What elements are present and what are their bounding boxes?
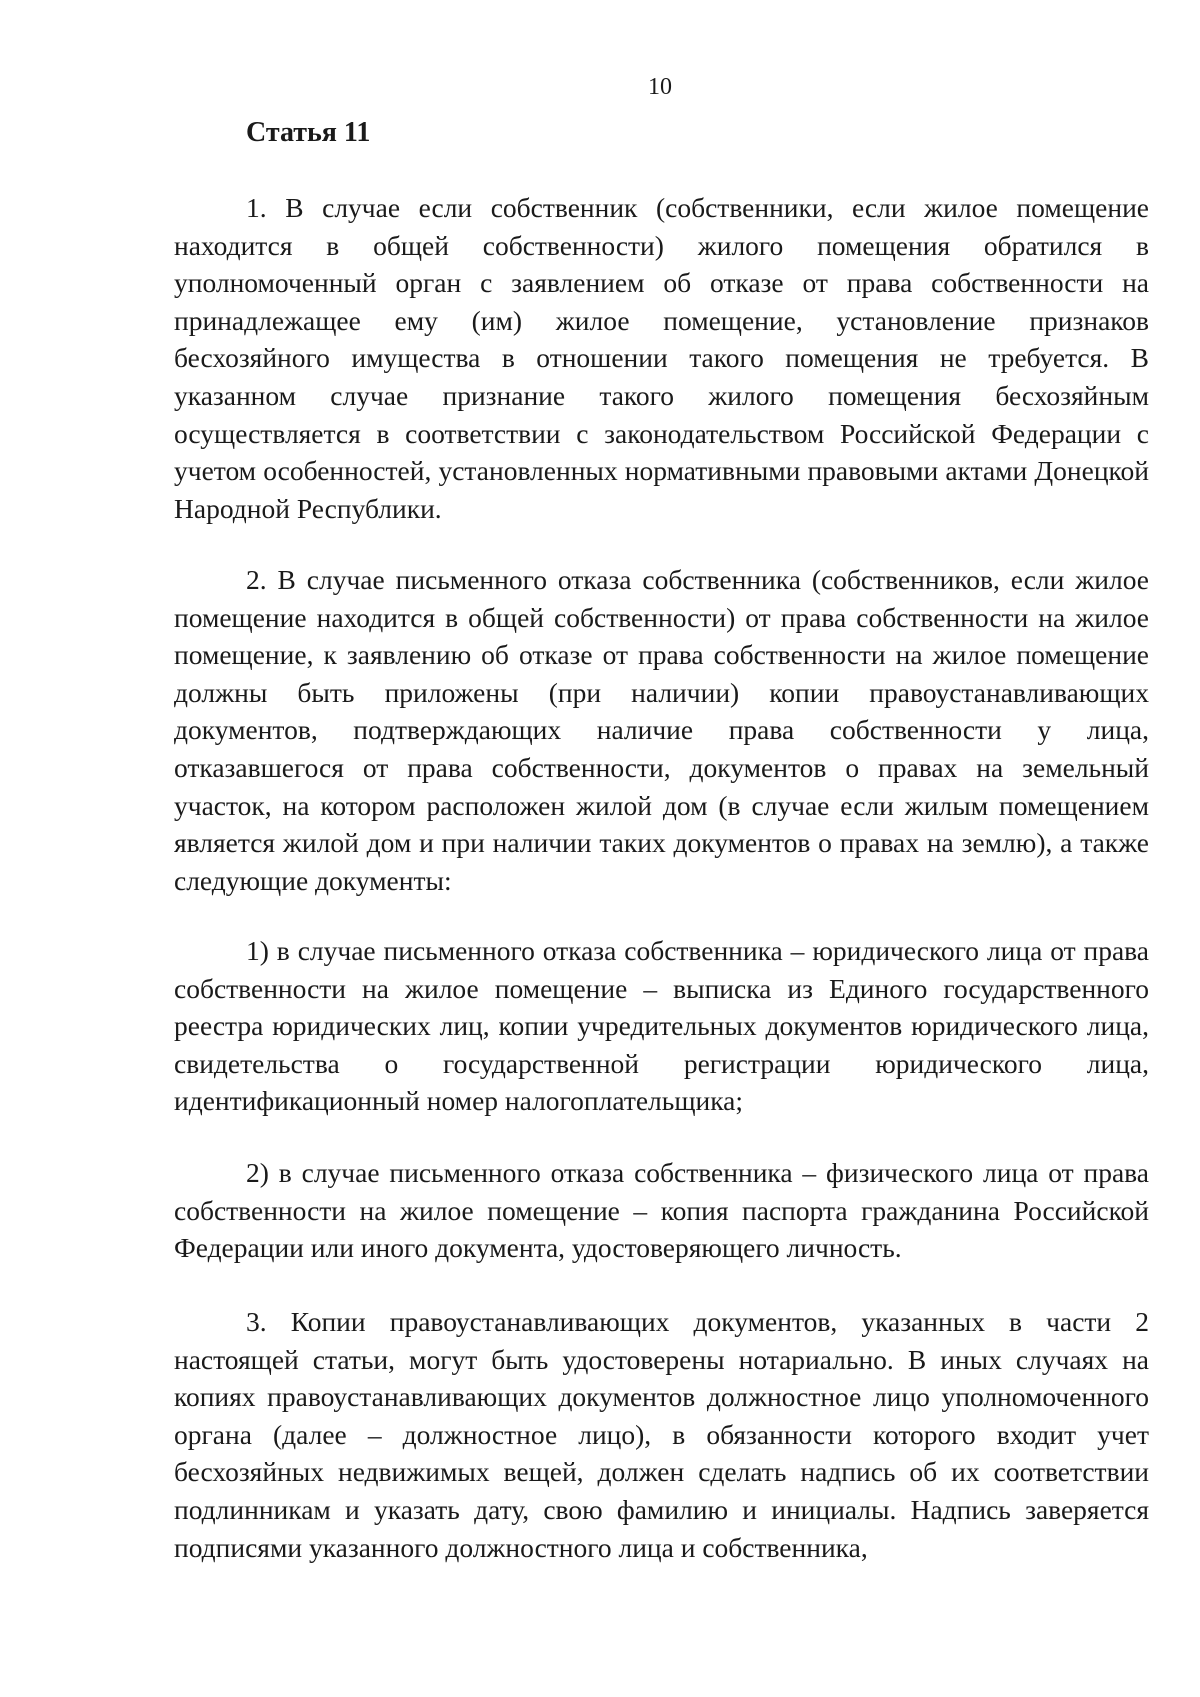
paragraph-3: 3. Копии правоустанавливающих документов, указанных в части 2 настоящей статьи, могут быть удостоверены нотариально. В иных случаях на копиях правоустанавливающих документов должностное лицо уполномоченного органа (далее – должностное лицо), в обязанности которого входит учет бесхозяйных недвижимых вещей, должен сделать надпись об их соответствии подлинникам и указать дату, свою фамилию и инициалы. Надпись заверяется подписями указанного должностного лица и собственника, bbox=[174, 1306, 1149, 1563]
article-title: Статья 11 bbox=[246, 117, 371, 148]
paragraph-2: 2. В случае письменного отказа собственника (собственников, если жилое помещение находится в общей собственности) от права собственности на жилое помещение, к заявлению об отказе от права собственности на жилое помещение должны быть приложены (при наличии) копии правоустанавливающих документов, подтверждающих наличие права собственности у лица, отказавшегося от права собственности, документов о правах на земельный участок, на котором расположен жилой дом (в случае если жилым помещением является жилой дом и при наличии таких документов о правах на землю), а также следующие документы: bbox=[174, 564, 1149, 896]
page-number: 10 bbox=[648, 74, 672, 100]
paragraph-1: 1. В случае если собственник (собственники, если жилое помещение находится в общей собственности) жилого помещения обратился в уполномоченный орган с заявлением об отказе от права собственности на принадлежащее ему (им) жилое помещение, установление признаков бесхозяйного имущества в отношении такого помещения не требуется. В указанном случае признание такого жилого помещения бесхозяйным осуществляется в соответствии с законодательством Российской Федерации с учетом особенностей, установленных нормативными правовыми актами Донецкой Народной Республики. bbox=[174, 192, 1149, 524]
paragraph-2-item-2: 2) в случае письменного отказа собственника – физического лица от права собственности на жилое помещение – копия паспорта гражданина Российской Федерации или иного документа, удостоверяющего личность. bbox=[174, 1157, 1149, 1264]
paragraph-2-item-1: 1) в случае письменного отказа собственника – юридического лица от права собственности на жилое помещение – выписка из Единого государственного реестра юридических лиц, копии учредительных документов юридического лица, свидетельства о государственной регистрации юридического лица, идентификационный номер налогоплательщика; bbox=[174, 935, 1149, 1117]
